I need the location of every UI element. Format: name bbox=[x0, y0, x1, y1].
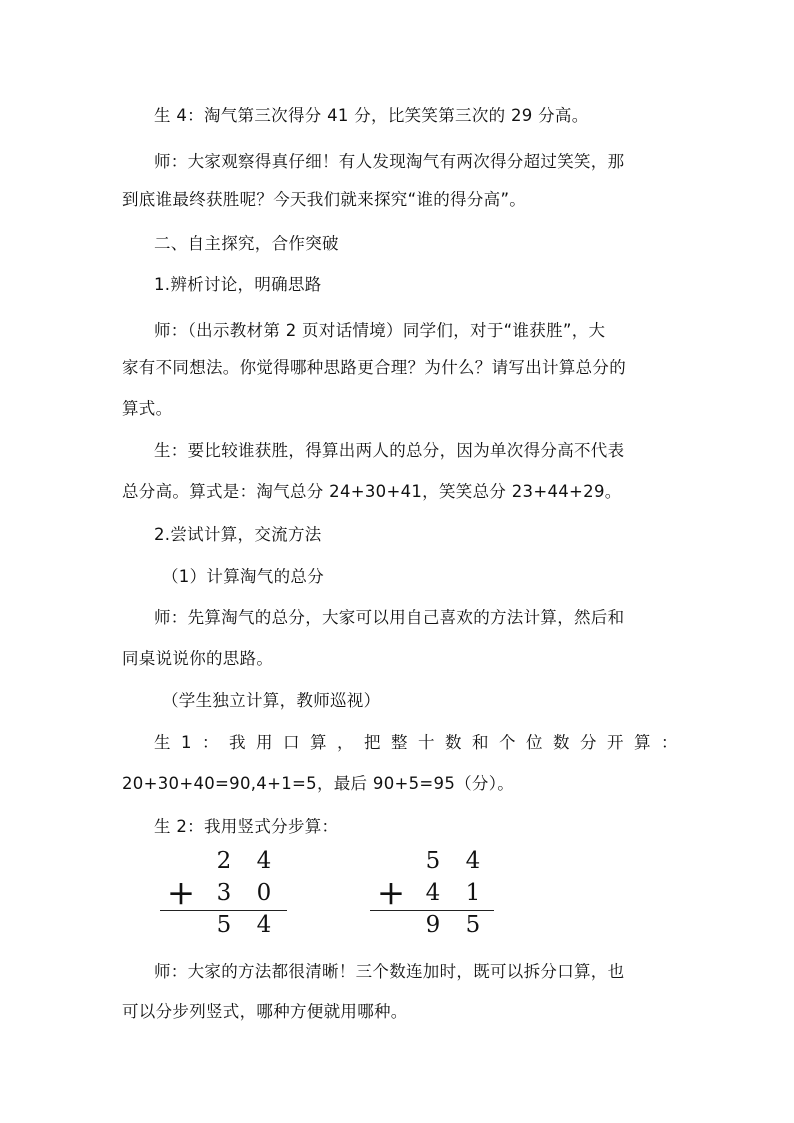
student-1-char: 生 bbox=[154, 733, 171, 752]
calc2-mid-tens: 4 bbox=[425, 880, 441, 906]
calc1-mid-tens: 3 bbox=[216, 880, 232, 906]
student-1-char: 开 bbox=[607, 733, 624, 752]
paragraph-note: （学生独立计算，教师巡视） bbox=[162, 691, 381, 710]
student-1-char: 我 bbox=[229, 733, 246, 752]
paragraph-teacher-1: 师：大家观察得真仔细！有人发现淘气有两次得分超过笑笑，那 bbox=[154, 152, 625, 171]
paragraph-student: 生：要比较谁获胜，得算出两人的总分，因为单次得分高不代表 bbox=[154, 441, 625, 460]
paragraph-teacher-2-cont: 家有不同想法。你觉得哪种思路更合理？为什么？请写出计算总分的 bbox=[122, 358, 626, 377]
student-1-char: 分 bbox=[580, 733, 597, 752]
paragraph-teacher-3-cont: 同桌说说你的思路。 bbox=[122, 649, 274, 668]
section-heading-2: 二、自主探究，合作突破 bbox=[154, 234, 339, 253]
plus-sign: + bbox=[376, 873, 406, 913]
student-1-char: 整 bbox=[391, 733, 408, 752]
student-1-char: 1 bbox=[181, 733, 192, 752]
student-1-char: ： bbox=[202, 733, 219, 752]
paragraph-teacher-2: 师：（出示教材第 2 页对话情境）同学们，对于“谁获胜”，大 bbox=[154, 321, 606, 340]
calc2-result-tens: 9 bbox=[425, 912, 441, 938]
paragraph-teacher-4: 师：大家的方法都很清晰！三个数连加时，既可以拆分口算，也 bbox=[154, 962, 625, 981]
paragraph-student-2: 生 2：我用竖式分步算： bbox=[154, 817, 339, 836]
student-1-char: ： bbox=[661, 733, 678, 752]
student-1-char: 口 bbox=[283, 733, 300, 752]
subsection-heading-2-1: （1）计算淘气的总分 bbox=[162, 567, 324, 586]
calc1-mid-ones: 0 bbox=[256, 880, 272, 906]
student-1-char: 算 bbox=[310, 733, 327, 752]
paragraph-teacher-1-cont: 到底谁最终获胜呢？今天我们就来探究“谁的得分高”。 bbox=[122, 190, 527, 209]
plus-sign: + bbox=[166, 873, 196, 913]
student-1-char: 个 bbox=[499, 733, 516, 752]
paragraph-student-4: 生 4：淘气第三次得分 41 分，比笑笑第三次的 29 分高。 bbox=[154, 106, 589, 125]
paragraph-student-1 bbox=[154, 731, 678, 755]
calc2-top-ones: 4 bbox=[465, 848, 481, 874]
subsection-heading-1: 1.辨析讨论，明确思路 bbox=[154, 275, 322, 294]
student-1-char: 和 bbox=[472, 733, 489, 752]
student-1-char: 十 bbox=[418, 733, 435, 752]
paragraph-teacher-2-end: 算式。 bbox=[122, 399, 173, 418]
paragraph-teacher-4-cont: 可以分步列竖式，哪种方便就用哪种。 bbox=[122, 1002, 408, 1021]
paragraph-teacher-3: 师：先算淘气的总分，大家可以用自己喜欢的方法计算，然后和 bbox=[154, 608, 625, 627]
calc1-top-ones: 4 bbox=[256, 848, 272, 874]
student-1-char: 用 bbox=[256, 733, 273, 752]
student-1-char: 算 bbox=[634, 733, 651, 752]
student-1-char: 数 bbox=[553, 733, 570, 752]
vertical-calculation-2 bbox=[368, 846, 518, 938]
calc2-top-tens: 5 bbox=[425, 848, 441, 874]
student-1-char: 位 bbox=[526, 733, 543, 752]
calc2-mid-ones: 1 bbox=[465, 880, 481, 906]
calc2-result-ones: 5 bbox=[465, 912, 481, 938]
calc1-result-tens: 5 bbox=[216, 912, 232, 938]
vertical-calculation-1 bbox=[158, 846, 308, 938]
paragraph-student-1-cont: 20+30+40=90,4+1=5，最后 90+5=95（分）。 bbox=[122, 774, 515, 793]
paragraph-student-cont: 总分高。算式是：淘气总分 24+30+41，笑笑总分 23+44+29。 bbox=[122, 482, 622, 501]
student-1-char: ， bbox=[337, 733, 354, 752]
calc1-top-tens: 2 bbox=[216, 848, 232, 874]
student-1-char: 数 bbox=[445, 733, 462, 752]
subsection-heading-2: 2.尝试计算，交流方法 bbox=[154, 525, 322, 544]
student-1-char: 把 bbox=[364, 733, 381, 752]
calc1-result-ones: 4 bbox=[256, 912, 272, 938]
